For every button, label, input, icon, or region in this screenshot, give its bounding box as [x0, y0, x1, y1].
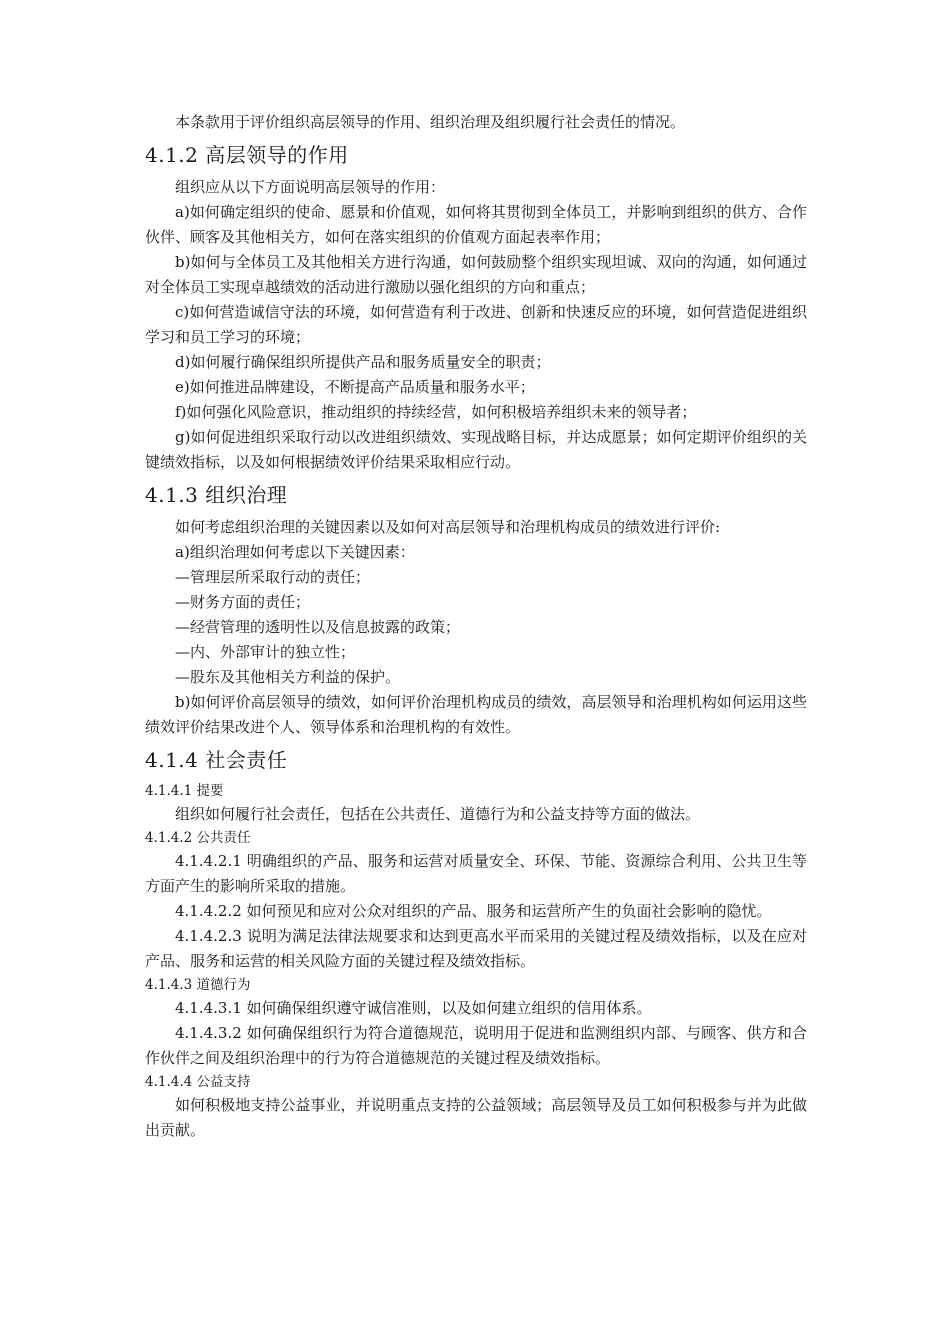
paragraph: 组织应从以下方面说明高层领导的作用： [175, 178, 446, 196]
list-item-c: c)如何营造诚信守法的环境，如何营造有利于改进、创新和快速反应的环境，如何营造促进组织学习和员工学习的环境； [145, 303, 807, 346]
intro-paragraph: 本条款用于评价组织高层领导的作用、组织治理及组织履行社会责任的情况。 [175, 113, 686, 131]
list-item-g: g)如何促进组织采取行动以改进组织绩效、实现战略目标，并达成愿景；如何定期评价组织的关键绩效指标，以及如何根据绩效评价结果采取相应行动。 [145, 428, 807, 471]
document-body [145, 110, 807, 1143]
clause-paragraph: 4.1.4.2.1 明确组织的产品、服务和运营对质量安全、环保、节能、资源综合利用、公共卫生等方面产生的影响所采取的措施。 [145, 852, 807, 895]
list-item-a: a)如何确定组织的使命、愿景和价值观，如何将其贯彻到全体员工，并影响到组织的供方、合作伙伴、顾客及其他相关方，如何在落实组织的价值观方面起表率作用； [145, 203, 807, 246]
section-heading-4-1-4: 4.1.4 社会责任 [145, 748, 288, 772]
dash-item: —财务方面的责任； [175, 593, 311, 611]
subsection-heading: 4.1.4.4 公益支持 [145, 1074, 251, 1090]
dash-item: —经营管理的透明性以及信息披露的政策； [175, 618, 461, 636]
list-item-b: b)如何评价高层领导的绩效，如何评价治理机构成员的绩效，高层领导和治理机构如何运用这些绩效评价结果改进个人、领导体系和治理机构的有效性。 [145, 693, 807, 736]
subsection-heading: 4.1.4.2 公共责任 [145, 830, 251, 846]
list-item-a: a)组织治理如何考虑以下关键因素： [175, 543, 415, 561]
clause-paragraph: 4.1.4.2.3 说明为满足法律法规要求和达到更高水平而采用的关键过程及绩效指标，以及在应对产品、服务和运营的相关风险方面的关键过程及绩效指标。 [145, 927, 807, 970]
dash-item: —管理层所采取行动的责任； [175, 568, 371, 586]
clause-paragraph: 4.1.4.2.2 如何预见和应对公众对组织的产品、服务和运营所产生的负面社会影响的隐忧。 [175, 902, 772, 920]
section-heading-4-1-3: 4.1.3 组织治理 [145, 483, 288, 507]
paragraph: 如何考虑组织治理的关键因素以及如何对高层领导和治理机构成员的绩效进行评价: [175, 518, 721, 536]
subsection-heading: 4.1.4.3 道德行为 [145, 977, 251, 993]
section-heading-4-1-2: 4.1.2 高层领导的作用 [145, 143, 349, 167]
subsection-heading: 4.1.4.1 提要 [145, 783, 224, 799]
list-item-d: d)如何履行确保组织所提供产品和服务质量安全的职责； [175, 353, 551, 371]
dash-item: —内、外部审计的独立性； [175, 643, 356, 661]
list-item-b: b)如何与全体员工及其他相关方进行沟通，如何鼓励整个组织实现坦诚、双向的沟通，如何通过对全体员工实现卓越绩效的活动进行激励以强化组织的方向和重点； [145, 253, 807, 296]
paragraph: 如何积极地支持公益事业，并说明重点支持的公益领域；高层领导及员工如何积极参与并为此做出贡献。 [145, 1096, 807, 1139]
dash-item: —股东及其他相关方利益的保护。 [175, 668, 401, 686]
paragraph: 组织如何履行社会责任，包括在公共责任、道德行为和公益支持等方面的做法。 [175, 805, 701, 823]
clause-paragraph: 4.1.4.3.2 如何确保组织行为符合道德规范，说明用于促进和监测组织内部、与顾客、供方和合作伙伴之间及组织治理中的行为符合道德规范的关键过程及绩效指标。 [145, 1024, 807, 1067]
clause-paragraph: 4.1.4.3.1 如何确保组织遵守诚信准则，以及如何建立组织的信用体系。 [175, 999, 652, 1017]
list-item-e: e)如何推进品牌建设，不断提高产品质量和服务水平； [175, 378, 535, 396]
list-item-f: f)如何强化风险意识，推动组织的持续经营，如何积极培养组织未来的领导者； [175, 403, 697, 421]
